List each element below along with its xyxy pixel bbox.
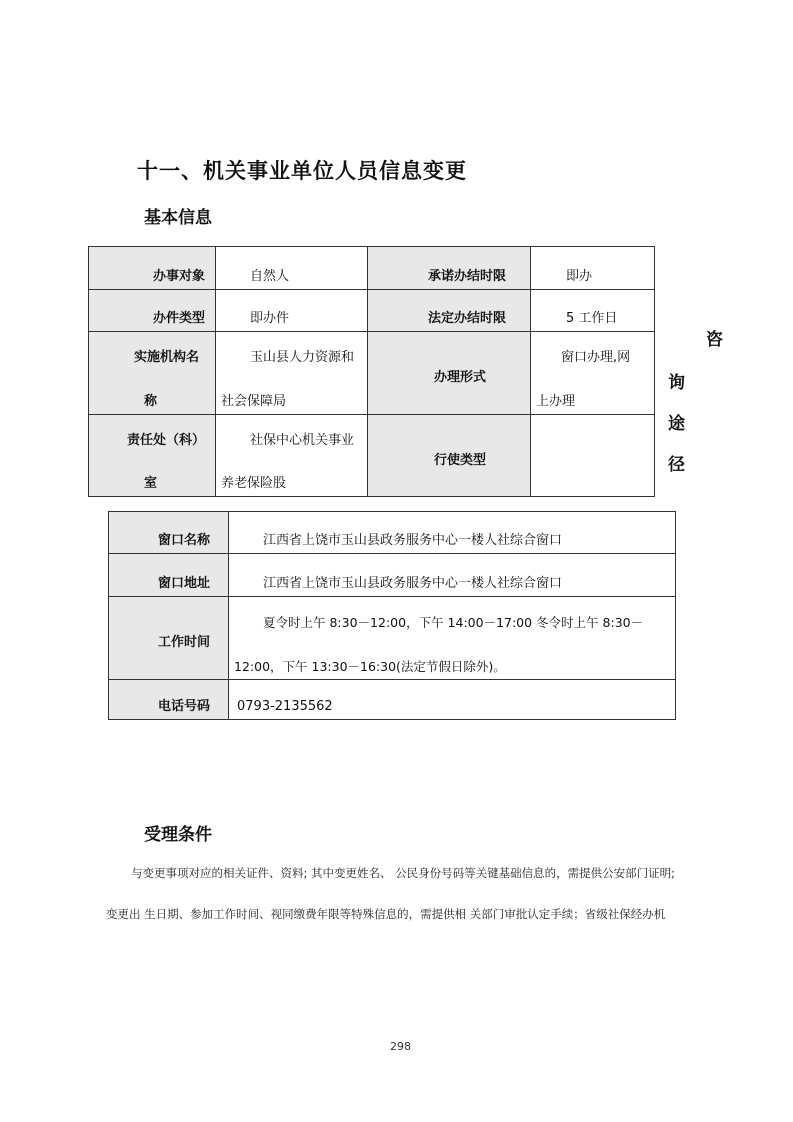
label-text: 办件类型 — [152, 311, 205, 326]
label-text: 行使类型 — [434, 453, 487, 468]
section-heading-conditions: 受理条件 — [144, 825, 212, 845]
value-case-type — [215, 289, 368, 332]
basic-info-table — [88, 246, 655, 497]
label-agency — [88, 331, 216, 415]
consult-label-char: 径 — [668, 455, 685, 475]
label-text: 承诺办结时限 — [427, 269, 506, 284]
label-working-hours — [108, 596, 229, 680]
label-text: 窗口地址 — [157, 576, 210, 591]
label-text: 责任处（科） — [126, 433, 205, 448]
label-handling-form — [367, 331, 531, 415]
label-case-type — [88, 289, 216, 332]
value-applicant-type — [215, 246, 368, 290]
window-info-table — [108, 511, 676, 720]
value-handling-form — [530, 331, 655, 415]
section-heading-basic-info: 基本信息 — [144, 208, 212, 228]
label-promised-time — [367, 246, 531, 290]
conditions-paragraph-line: 变更出 生日期、参加工作时间、视同缴费年限等特殊信息的，需提供相 关部门审批认定手续；省级社保经办机 — [106, 907, 666, 921]
value-text: 12:00，下午 13:30－16:30(法定节假日除外)。 — [234, 659, 506, 674]
label-text: 法定办结时限 — [427, 311, 506, 326]
label-text: 工作时间 — [157, 635, 210, 650]
page-number: 298 — [390, 1040, 411, 1053]
conditions-paragraph-line: 与变更事项对应的相关证件、资料; 其中变更姓名、 公民身份号码等关键基础信息的，需提供公安部门证明; — [131, 866, 676, 880]
value-text: 社会保障局 — [221, 394, 287, 409]
label-text: 室 — [144, 476, 158, 491]
label-legal-time — [367, 289, 531, 332]
value-window-name — [228, 511, 676, 554]
value-text: 夏令时上午 8:30－12:00，下午 14:00－17:00 冬令时上午 8:30－ — [263, 615, 644, 630]
label-text: 办事对象 — [152, 269, 205, 284]
value-text: 玉山县人力资源和 — [250, 350, 355, 365]
page-title: 十一、机关事业单位人员信息变更 — [137, 159, 467, 183]
consult-label-char: 途 — [668, 414, 685, 434]
consult-label-char: 咨 — [706, 330, 723, 350]
value-agency — [215, 331, 368, 415]
value-promised-time — [530, 246, 655, 290]
label-window-address — [108, 553, 229, 597]
label-responsible-dept — [88, 414, 216, 497]
value-text: 江西省上饶市玉山县政务服务中心一楼人社综合窗口 — [263, 576, 563, 591]
value-working-hours — [228, 596, 676, 680]
value-text: 社保中心机关事业 — [250, 433, 355, 448]
value-legal-time — [530, 289, 655, 332]
value-text: 窗口办理,网 — [561, 350, 631, 365]
value-text: 即办 — [566, 269, 593, 284]
value-text: 江西省上饶市玉山县政务服务中心一楼人社综合窗口 — [263, 533, 563, 548]
consult-label-char: 询 — [668, 373, 685, 393]
value-phone — [228, 679, 676, 720]
value-text: 5 工作日 — [566, 311, 618, 326]
label-text: 实施机构名 — [133, 350, 199, 365]
label-text: 办理形式 — [434, 370, 487, 385]
label-phone — [108, 679, 229, 720]
value-text: 即办件 — [250, 311, 290, 326]
value-text: 0793-2135562 — [237, 699, 333, 714]
value-exercise-type — [530, 414, 655, 497]
label-exercise-type — [367, 414, 531, 497]
label-text: 窗口名称 — [157, 533, 210, 548]
value-text: 自然人 — [250, 269, 290, 284]
value-text: 上办理 — [536, 394, 576, 409]
value-text: 养老保险股 — [221, 476, 287, 491]
label-window-name — [108, 511, 229, 554]
label-text: 电话号码 — [157, 699, 210, 714]
label-applicant-type — [88, 246, 216, 290]
value-window-address — [228, 553, 676, 597]
label-text: 称 — [144, 394, 158, 409]
value-responsible-dept — [215, 414, 368, 497]
